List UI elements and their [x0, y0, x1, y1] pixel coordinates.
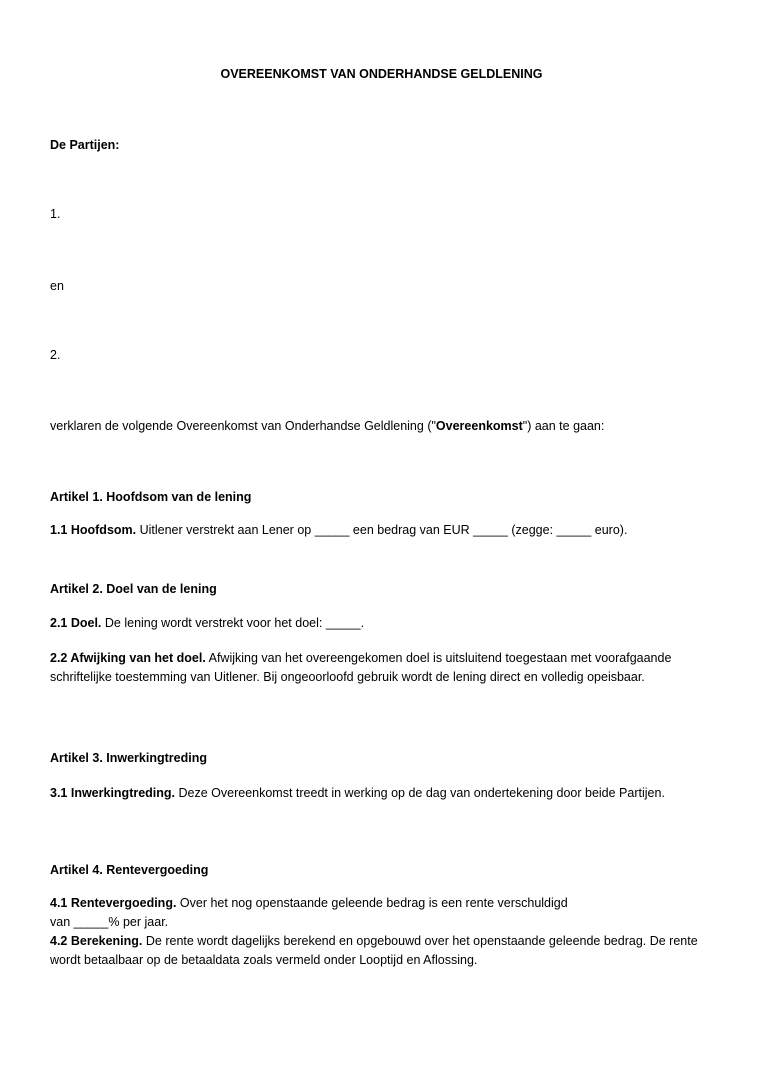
clause-4-1-label: 4.1 Rentevergoeding. [50, 896, 177, 910]
party-2-number: 2. [50, 348, 61, 362]
clause-1-1-text: Uitlener verstrekt aan Lener op _____ een bedrag van EUR _____ (zegge: _____ euro). [136, 523, 628, 537]
clause-1-1 [50, 521, 710, 540]
parties-connector: en [50, 279, 64, 293]
clause-4-2-label: 4.2 Berekening. [50, 934, 143, 948]
clause-2-1-text: De lening wordt verstrekt voor het doel: _____. [101, 616, 365, 630]
declaration-text-end: ") aan te gaan: [522, 419, 605, 433]
clause-4-2-text: De rente wordt dagelijks berekend en opgebouwd over het openstaande geleende bedrag. De rente wordt betaalbaar op de betaaldata zoals vermeld onder Looptijd en Aflossing. [50, 934, 698, 967]
declaration-defined-term: Overeenkomst [435, 419, 523, 433]
clause-4-2 [50, 932, 710, 970]
document-title: OVEREENKOMST VAN ONDERHANDSE GELDLENING [220, 67, 543, 81]
clause-2-1-label: 2.1 Doel. [50, 616, 102, 630]
clause-2-2 [50, 649, 710, 687]
clause-3-1-text: Deze Overeenkomst treedt in werking op de dag van ondertekening door beide Partijen. [175, 786, 665, 800]
clause-2-1 [50, 614, 710, 633]
clause-4-1-text: Over het nog openstaande geleende bedrag is een rente verschuldigd [176, 896, 568, 910]
clause-4-1-text-cont: van _____% per jaar. [50, 915, 169, 929]
party-1-number: 1. [50, 207, 61, 221]
article-3-heading: Artikel 3. Inwerkingtreding [50, 751, 207, 765]
article-1-heading: Artikel 1. Hoofdsom van de lening [50, 490, 252, 504]
parties-heading: De Partijen: [50, 138, 120, 152]
article-4-heading: Artikel 4. Rentevergoeding [50, 863, 209, 877]
clause-3-1 [50, 784, 710, 803]
article-2-heading: Artikel 2. Doel van de lening [50, 582, 217, 596]
declaration-text-start: verklaren de volgende Overeenkomst van Onderhandse Geldlening (" [50, 419, 436, 433]
clause-2-2-text: Afwijking van het overeengekomen doel is uitsluitend toegestaan met voorafgaande schriftelijke toestemming van Uitlener. Bij ongeoorloofd gebruik wordt de lening direct en volledig opeisbaar. [50, 651, 672, 684]
clause-4-1 [50, 894, 710, 932]
clause-1-1-label: 1.1 Hoofdsom. [50, 523, 137, 537]
clause-3-1-label: 3.1 Inwerkingtreding. [50, 786, 176, 800]
declaration-paragraph [50, 417, 710, 436]
clause-2-2-label: 2.2 Afwijking van het doel. [50, 651, 206, 665]
